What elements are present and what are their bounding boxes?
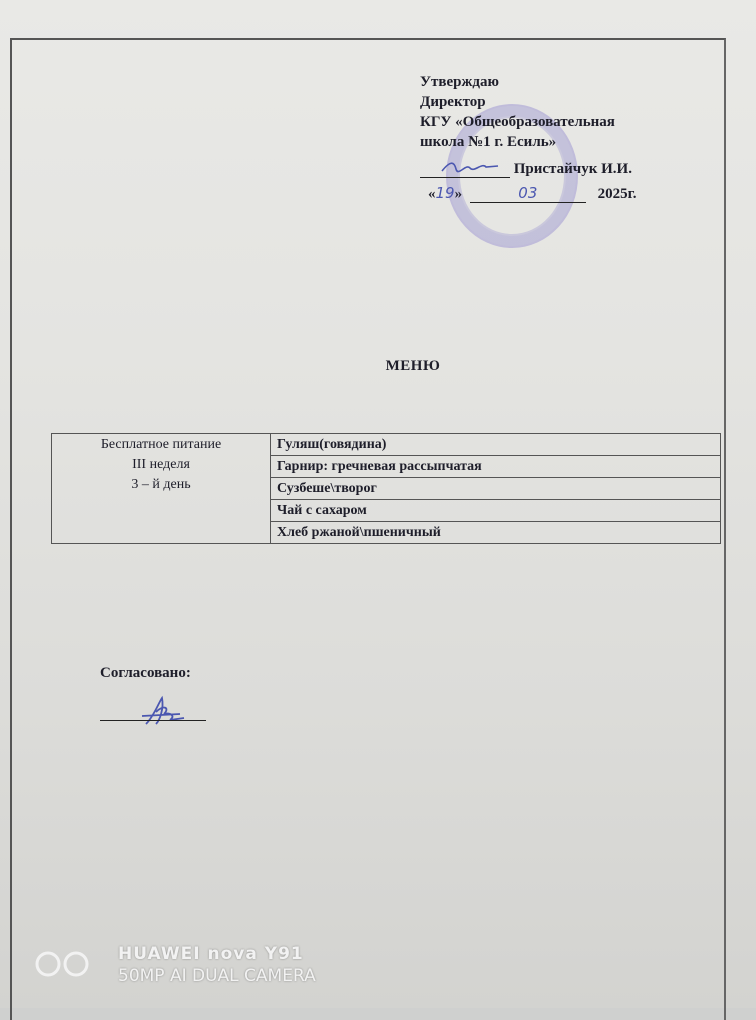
approval-line-1: Утверждаю: [420, 74, 499, 90]
director-signature-row: [420, 161, 632, 178]
watermark-brand: HUAWEI nova Y91: [118, 944, 304, 964]
agreed-label: Согласовано:: [100, 665, 191, 681]
dish-cell: Гуляш(говядина): [271, 434, 721, 456]
approval-line-3: КГУ «Общеобразовательная: [420, 114, 615, 130]
approval-date: [428, 184, 636, 203]
approval-line-2: Директор: [420, 94, 486, 110]
agreed-signature-line: [100, 720, 206, 721]
category-line-3: 3 – й день: [131, 477, 191, 492]
menu-table: [51, 433, 721, 544]
date-day: 19: [435, 184, 455, 202]
director-name: Пристайчук И.И.: [513, 161, 632, 177]
dish-cell: Чай с сахаром: [271, 500, 721, 522]
category-line-2: III неделя: [132, 457, 190, 472]
director-signature-line: [420, 163, 510, 178]
table-row: [52, 434, 721, 456]
category-line-1: Бесплатное питание: [100, 437, 222, 452]
approval-block: [420, 72, 615, 152]
watermark-camera: 50MP AI DUAL CAMERA: [118, 966, 316, 986]
dish-cell: Гарнир: гречневая рассыпчатая: [271, 456, 721, 478]
menu-category: [52, 434, 271, 544]
date-year: 2025г.: [597, 186, 637, 202]
dish-cell: Сузбеше\творог: [271, 478, 721, 500]
menu-title: МЕНЮ: [385, 358, 441, 374]
agreed-signature-icon: [140, 694, 190, 733]
date-month: 03: [470, 184, 586, 203]
date-open-quote: «: [428, 186, 436, 202]
director-signature-icon: [440, 159, 500, 175]
camera-logo-icon: [34, 950, 94, 978]
approval-line-4: школа №1 г. Есиль»: [420, 134, 557, 150]
dish-cell: Хлеб ржаной\пшеничный: [271, 522, 721, 544]
date-close-quote: »: [454, 186, 463, 202]
